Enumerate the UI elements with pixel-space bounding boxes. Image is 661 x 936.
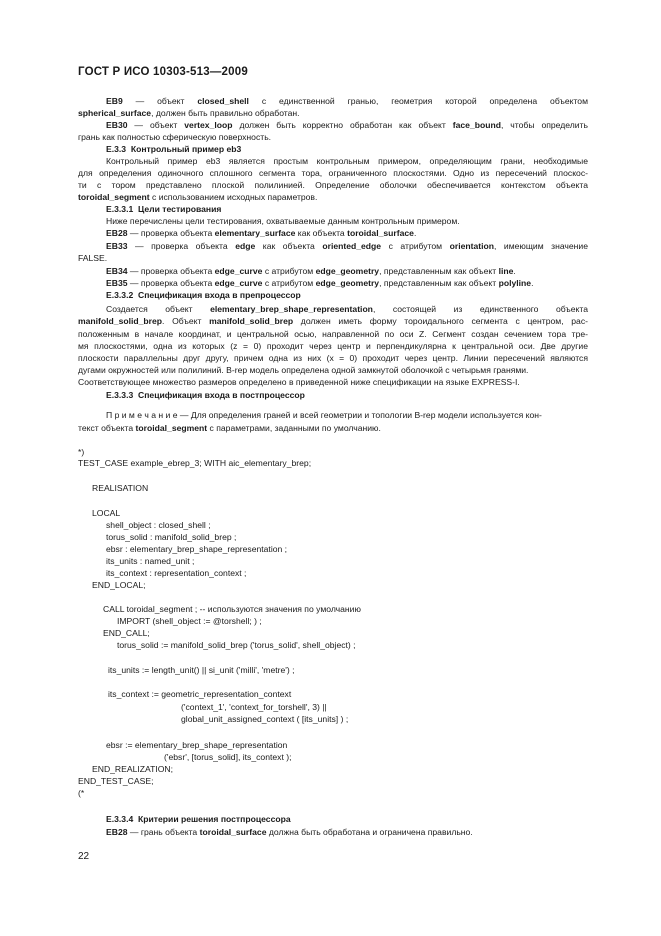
note-text3: с параметрами, заданными по умолчанию.	[207, 423, 381, 433]
code-line: (*	[78, 788, 85, 798]
eb30-line2: грань как полностью сферическую поверхность.	[78, 132, 272, 142]
eb30-text3: , чтобы определить	[500, 120, 588, 130]
code-line: torus_solid : manifold_solid_brep ;	[106, 532, 237, 542]
p332-text1: Создается объект	[106, 304, 211, 314]
eb35-entity: edge_curve	[214, 278, 263, 288]
eb33-text1: — проверка объекта	[127, 241, 236, 251]
p332-line4: мя плоскостями, одна из которых (z = 0) проходит через центр и перпендикулярна к центральной оси. Две другие	[78, 341, 588, 351]
section-e333	[78, 389, 616, 401]
p332-entity: elementary_brep_shape_representation	[210, 304, 373, 314]
eb9-entity2: spherical_surface	[78, 108, 152, 118]
p33-line1	[78, 155, 588, 167]
eb28-entity2: toroidal_surface	[347, 228, 414, 238]
eb33-entity: edge	[235, 241, 256, 251]
code-line: END_LOCAL;	[92, 580, 146, 590]
code-line: END_TEST_CASE;	[78, 776, 154, 786]
eb28-entity: elementary_surface	[214, 228, 296, 238]
code-line: torus_solid := manifold_solid_brep ('torus_solid', shell_object) ;	[117, 640, 356, 650]
eb35-text1: — проверка объекта	[127, 278, 215, 288]
section-e333-num: E.3.3.3	[106, 390, 134, 400]
eb30-entity2: face_bound	[452, 120, 501, 130]
section-e334-title: Критерии решения постпроцессора	[138, 814, 291, 824]
eb34-line	[78, 265, 616, 277]
code-line: ('ebsr', [torus_solid], its_context );	[164, 752, 292, 762]
eb30-text2: должен быть корректно обработан как объект	[232, 120, 453, 130]
p332-entity2: manifold_solid_brep	[78, 316, 163, 326]
p33-entity: toroidal_segment	[78, 192, 150, 202]
section-e334	[78, 813, 616, 825]
eb35-text3: , представленным как объект	[379, 278, 499, 288]
eb9-text2: с единственной гранью, геометрия которой определена объектом	[248, 96, 588, 106]
code-line: ebsr : elementary_brep_shape_representation ;	[106, 544, 288, 554]
note-label: П р и м е ч а н и е	[106, 410, 178, 420]
note-line1	[78, 409, 588, 421]
eb34-text1: — проверка объекта	[127, 266, 215, 276]
section-e332-num: E.3.3.2	[106, 290, 134, 300]
code-line: END_CALL;	[103, 628, 150, 638]
code-line: its_context : representation_context ;	[106, 568, 247, 578]
code-line: shell_object : closed_shell ;	[106, 520, 211, 530]
eb9-code: EB9	[106, 96, 123, 106]
section-e33-title: Контрольный пример eb3	[130, 144, 242, 154]
eb30-line1	[78, 119, 588, 131]
eb9-text3: , должен быть правильно обработан.	[151, 108, 300, 118]
p332-line1	[78, 303, 588, 315]
section-e331	[78, 203, 616, 215]
eb34-entity2: edge_geometry	[315, 266, 380, 276]
eb28-text1: — проверка объекта	[127, 228, 215, 238]
code-line: its_units : named_unit ;	[106, 556, 195, 566]
eb34-text4: .	[513, 266, 516, 276]
eb28-code: EB28	[106, 228, 128, 238]
eb34-text2: с атрибутом	[262, 266, 316, 276]
p332-line5: плоскости параллельны друг другу, причем одна из них (x = 0) проходит через центр. Линии пересечений являются	[78, 353, 588, 363]
note-text2: текст объекта	[78, 423, 136, 433]
p332-line6: дугами окружностей или полилиний. B-rep модель определена одной замкнутой оболочкой с четырьмя гранями.	[78, 365, 529, 375]
eb28-text2: как объекта	[295, 228, 348, 238]
section-e332-title: Спецификация входа в препроцессор	[138, 290, 301, 300]
eb33-text3: с атрибутом	[381, 241, 450, 251]
eb33-code: EB33	[106, 241, 128, 251]
eb34-entity3: line	[498, 266, 514, 276]
eb33-line1	[78, 240, 588, 252]
section-e333-title: Спецификация входа в постпроцессор	[138, 390, 305, 400]
eb34-code: EB34	[106, 266, 128, 276]
code-line: global_unit_assigned_context ( [its_units] ) ;	[181, 714, 349, 724]
eb9-text1: — объект	[122, 96, 198, 106]
eb30-text1: — объект	[127, 120, 185, 130]
code-line: END_REALIZATION;	[92, 764, 174, 774]
p332-entity3: manifold_solid_brep	[209, 316, 294, 326]
p332-text4: должен иметь форму тороидального сегмента с центром, рас-	[293, 316, 588, 326]
code-line: LOCAL	[92, 508, 121, 518]
section-e334-num: E.3.3.4	[106, 814, 134, 824]
eb28-text3: .	[413, 228, 417, 238]
eb33-text4: , имеющим значение	[494, 241, 589, 251]
eb28-final-code: EB28	[106, 827, 128, 837]
eb9-line1	[78, 95, 588, 107]
section-e33	[78, 143, 616, 155]
p33-last-text: с использованием исходных параметров.	[149, 192, 318, 202]
code-line: its_units := length_unit() || si_unit ('milli', 'metre') ;	[108, 665, 295, 675]
eb28-final-entity: toroidal_surface	[199, 827, 267, 837]
eb30-code: EB30	[106, 120, 128, 130]
page-header: ГОСТ Р ИСО 10303-513—2009	[78, 66, 248, 78]
code-line: *)	[78, 447, 85, 457]
p33-line4	[78, 191, 588, 203]
eb34-text3: , представленным как объект	[379, 266, 499, 276]
p332-line2	[78, 315, 588, 327]
code-line: TEST_CASE example_ebrep_3; WITH aic_elementary_brep;	[78, 458, 312, 468]
eb34-entity: edge_curve	[214, 266, 263, 276]
note-text1: — Для определения граней и всей геометрии и топологии B-rep модели используется кон-	[177, 410, 542, 420]
eb35-entity3: polyline	[498, 278, 532, 288]
code-line: REALISATION	[92, 483, 149, 493]
code-line: ('context_1', 'context_for_torshell', 3) ||	[181, 702, 327, 712]
eb35-entity2: edge_geometry	[315, 278, 380, 288]
eb28-final-text1: — грань объекта	[127, 827, 200, 837]
p33-text1: Контрольный пример eb3 является простым контрольным примером, определяющим грани, необходимые	[106, 156, 588, 166]
page-number: 22	[78, 851, 90, 862]
eb33-entity2: oriented_edge	[322, 241, 382, 251]
code-line: its_context := geometric_representation_context	[108, 689, 292, 699]
note-entity: toroidal_segment	[135, 423, 208, 433]
eb33-entity3: orientation	[449, 241, 495, 251]
eb35-code: EB35	[106, 278, 128, 288]
p332-text3: . Объект	[162, 316, 210, 326]
eb28-final-line	[78, 826, 616, 838]
eb35-line	[78, 277, 616, 289]
eb28-final-text2: должна быть обработана и ограничена правильно.	[266, 827, 473, 837]
code-line: ebsr := elementary_brep_shape_representation	[106, 740, 288, 750]
p332-line3: положенным в начале координат, и центральной осью, направленной по оси Z. Сегмент создан сечением тора тре-	[78, 329, 588, 339]
eb30-entity: vertex_loop	[184, 120, 233, 130]
section-e331-num: E.3.3.1	[106, 204, 134, 214]
eb9-entity: closed_shell	[197, 96, 249, 106]
p332-text2: , состоящей из единственного объекта	[372, 304, 588, 314]
note-line2	[78, 422, 588, 434]
eb35-text2: с атрибутом	[262, 278, 316, 288]
section-e331-title: Цели тестирования	[138, 204, 222, 214]
eb33-text2: как объекта	[255, 241, 323, 251]
code-line: CALL toroidal_segment ; -- используются значения по умолчанию	[103, 604, 361, 614]
eb28-line	[78, 227, 616, 239]
p33-line2: для определения одиночного сплошного сегмента тора, ограниченного плоскостями. Одно из пересечений плоскос-	[78, 168, 588, 178]
code-line: IMPORT (shell_object := @torshell; ) ;	[117, 616, 262, 626]
section-e33-num: E.3.3	[106, 144, 127, 154]
p33-line3: ти с тором представлено плоской полилинией. Определение оболочки обеспечивается контекстом объекта	[78, 180, 588, 190]
eb35-text4: .	[531, 278, 534, 288]
eb9-line2	[78, 107, 588, 119]
section-e332	[78, 289, 616, 301]
p332-line7: Соответствующее множество размеров определено в приведенной ниже спецификации на языке EXPRESS-I.	[78, 377, 520, 387]
p331-text: Ниже перечислены цели тестирования, охватываемые данным контрольным примером.	[106, 216, 460, 226]
eb33-line2: FALSE.	[78, 253, 108, 263]
